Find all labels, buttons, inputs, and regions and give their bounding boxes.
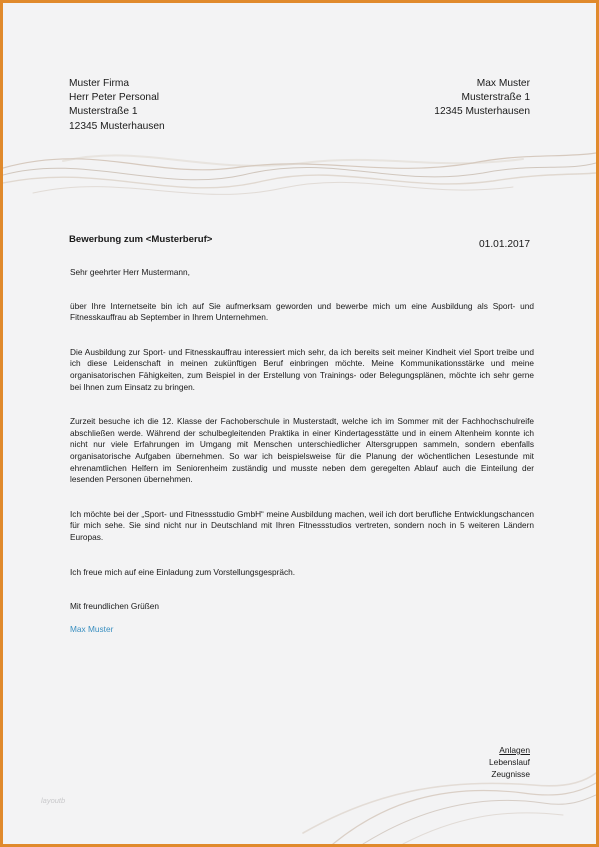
- recipient-line: 12345 Musterhausen: [434, 106, 530, 118]
- recipient-line: Max Muster: [476, 78, 530, 89]
- signature: Max Muster: [70, 623, 114, 634]
- salutation: Sehr geehrter Herr Mustermann,: [70, 267, 190, 277]
- sender-line: Muster Firma: [69, 78, 129, 89]
- sender-line: 12345 Musterhausen: [69, 120, 165, 132]
- watermark: layoutb: [41, 796, 66, 805]
- attachments: [489, 745, 530, 780]
- sender-line: Musterstraße 1: [69, 106, 138, 118]
- paragraph: über Ihre Internetseite bin ich auf Sie aufmerksam geworden und bewerbe mich um eine Ausbildung als Sport- und Fitnesskauffrau ab September in Ihrem Unternehmen.: [70, 300, 534, 323]
- paragraph: Die Ausbildung zur Sport- und Fitnesskauffrau interessiert mich sehr, da ich bereits seit meiner Kindheit viel Sport treibe und ich diese Leidenschaft in meinen zukünftigen Beruf einbringen möchte. Meine Kommunikationsstärke und meine organisatorischen Fähigkeiten, zum Beispiel in der Erstellung von Trainings- oder Belegungsplänen, möchte ich sehr gerne bei Ihnen zum Einsatz zu bringen.: [70, 346, 534, 392]
- recipient-address: [434, 77, 530, 120]
- letter-body: [70, 267, 534, 635]
- attachment-item: Lebenslauf: [489, 756, 530, 767]
- sender-address: [69, 77, 165, 134]
- paragraph: Zurzeit besuche ich die 12. Klasse der Fachoberschule in Musterstadt, welche ich im Sommer mit der Fachhochschulreife abschließen werde. Während der schulbegleitenden Praktika in einer Kindertagesstätte und in einem Altenheim konnte ich nicht nur viele Erfahrungen im Umgang mit Menschen unterschiedlicher Altersgruppen sammeln, sondern ebenfalls organisatorische Aufgaben übernehmen. So war ich beispielsweise für die Planung der wöchentlichen Lesestunde mit ehrenamtlichen Helfern im Seniorenheim zuständig und musste neben dem geregelten Ablauf auch die Einteilung der lesenden Personen übernehmen.: [70, 416, 534, 485]
- paragraph: Ich möchte bei der „Sport- und Fitnessstudio GmbH“ meine Ausbildung machen, weil ich dort berufliche Entwicklungschancen für mich sehe. Sie sind nicht nur in Deutschland mit Ihren Fitnessstudios vertreten, sondern noch in 5 weiteren Ländern Europas.: [70, 508, 534, 542]
- attachment-item: Zeugnisse: [491, 768, 530, 779]
- letter-subject: Bewerbung zum <Musterberuf>: [69, 234, 213, 245]
- sender-line: Herr Peter Personal: [69, 92, 160, 104]
- letter-date: 01.01.2017: [479, 239, 530, 250]
- recipient-line: Musterstraße 1: [461, 92, 530, 104]
- paragraph: Ich freue mich auf eine Einladung zum Vorstellungsgespräch.: [70, 566, 296, 577]
- attachments-heading: Anlagen: [499, 745, 530, 755]
- closing: Mit freundlichen Grüßen: [70, 601, 160, 612]
